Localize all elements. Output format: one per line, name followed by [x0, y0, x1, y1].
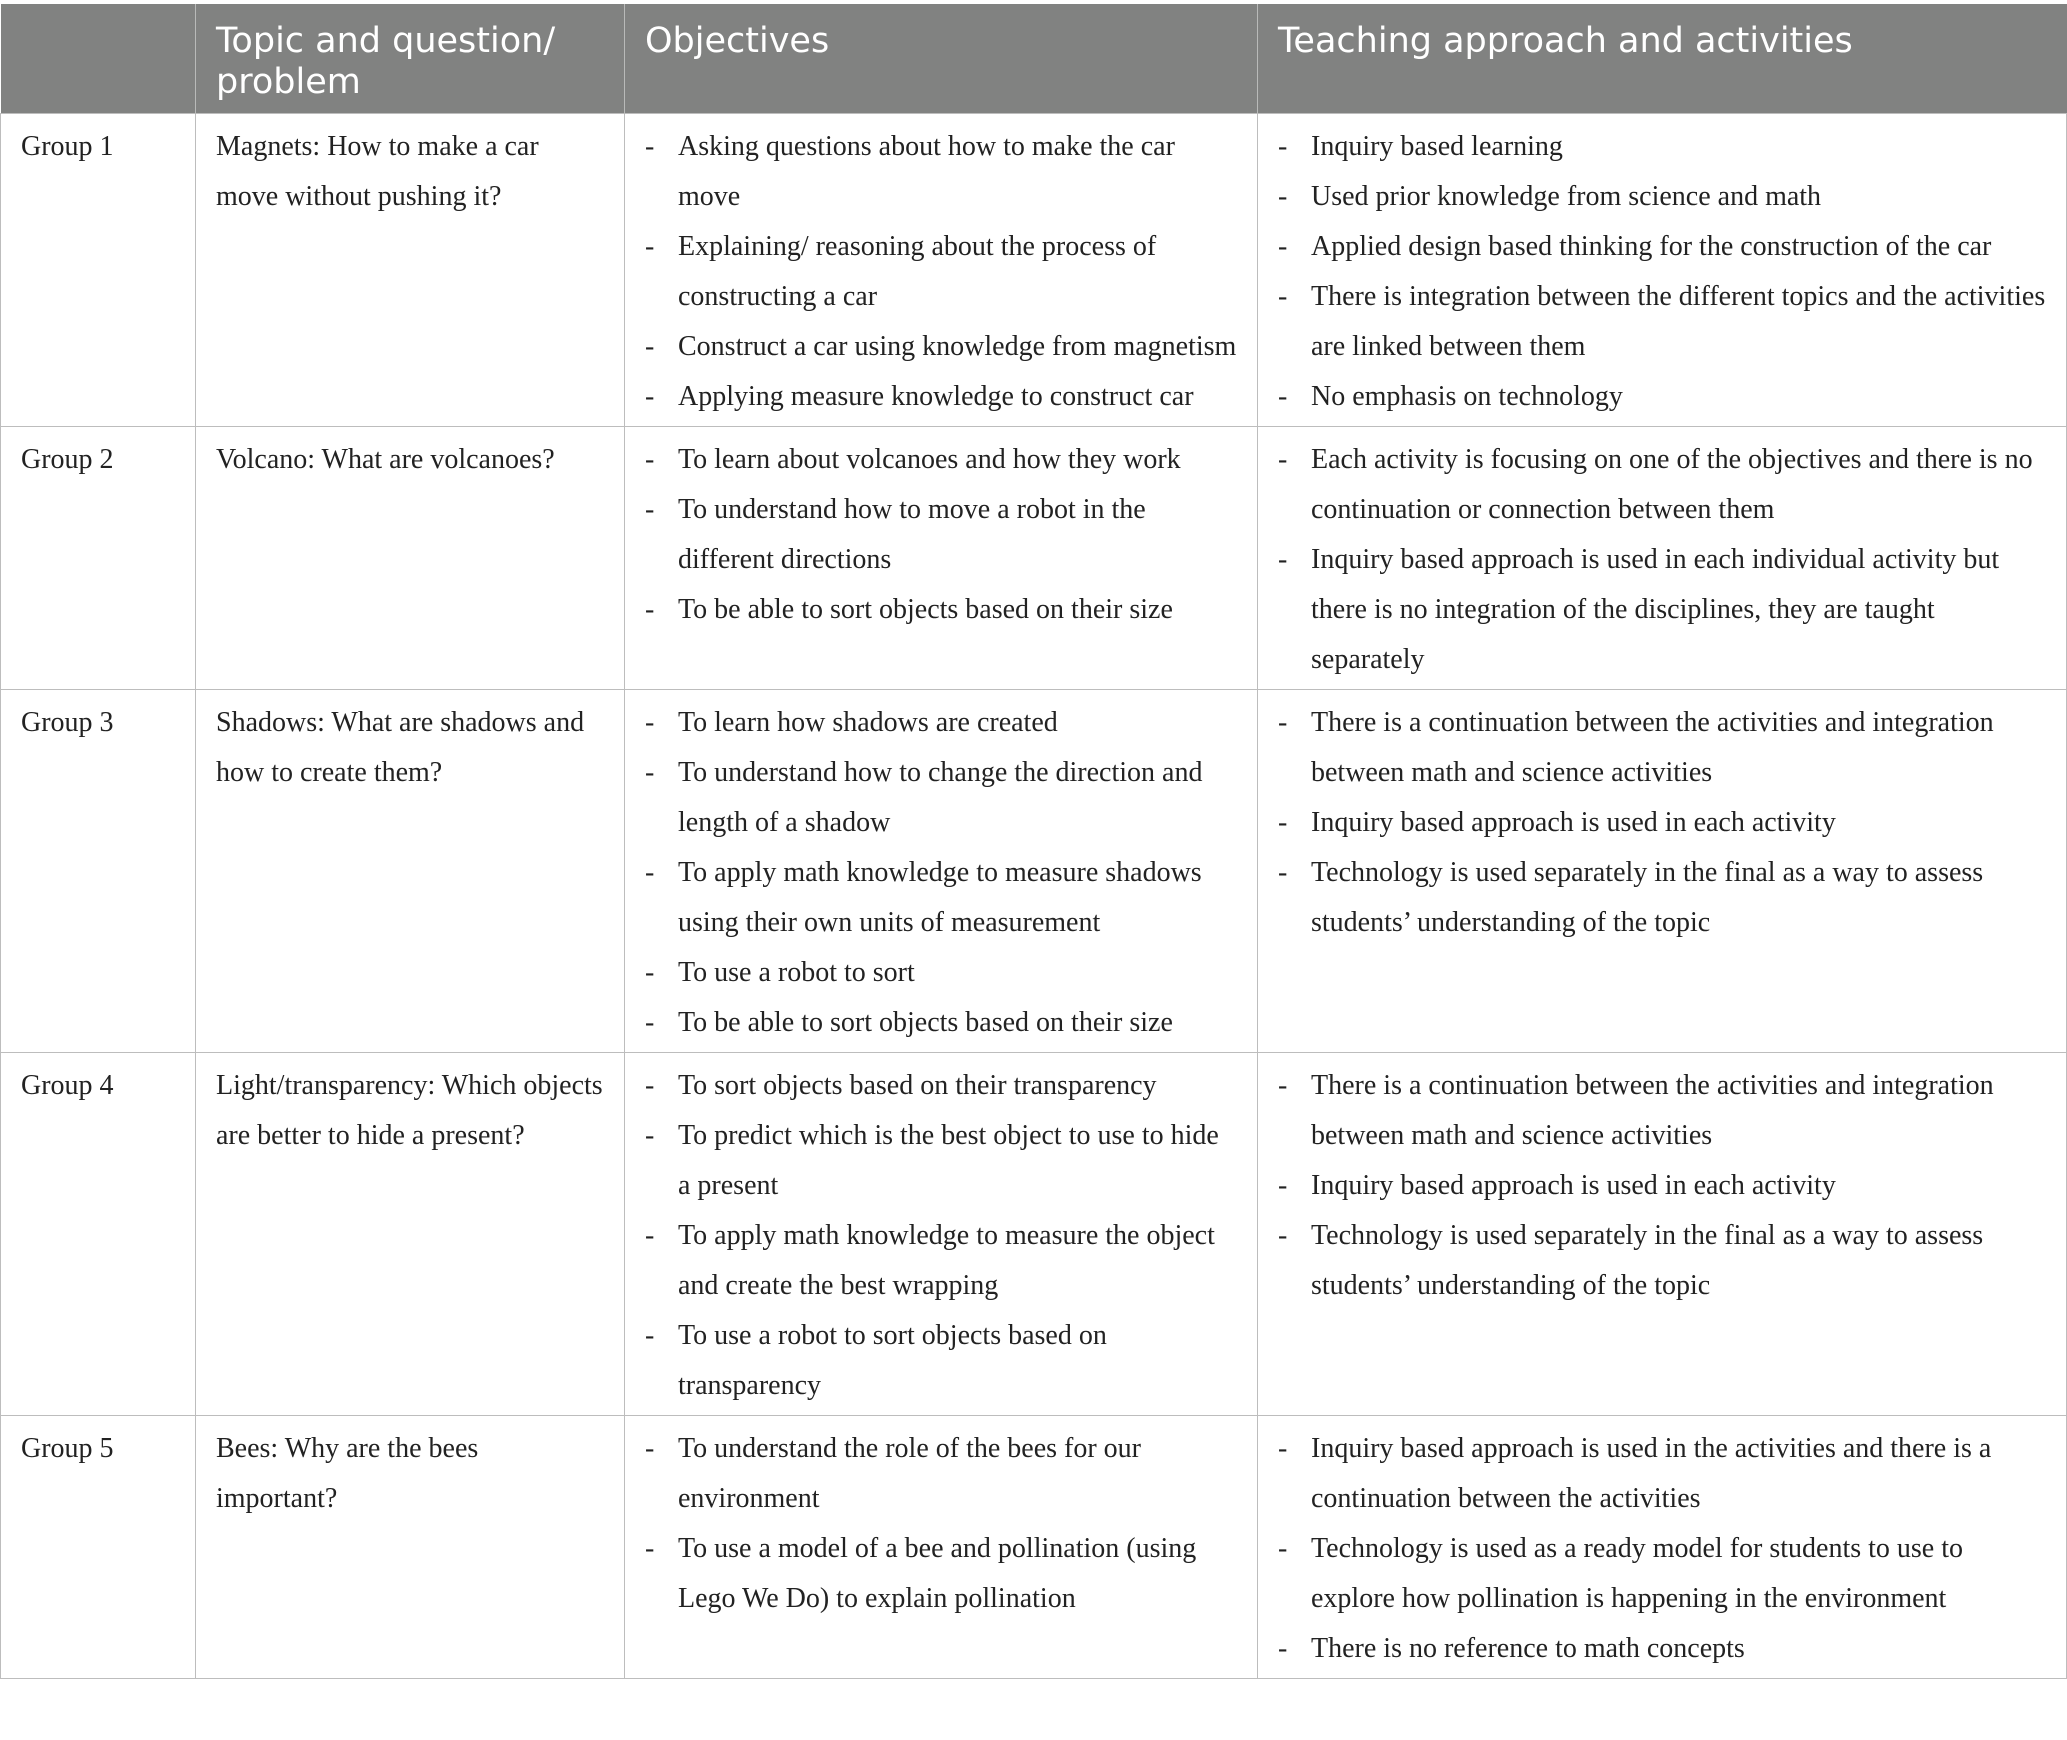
- list-item: - Applying measure knowledge to construct car: [645, 372, 1237, 422]
- list-item: - Inquiry based approach is used in each activity: [1278, 1161, 2046, 1211]
- list-item: - To use a robot to sort: [645, 948, 1237, 998]
- header-group: [1, 4, 196, 114]
- table-body: [1, 114, 2067, 1679]
- list-item: - To apply math knowledge to measure the object and create the best wrapping: [645, 1211, 1237, 1311]
- approach-cell: [1258, 427, 2067, 690]
- list-item: - To be able to sort objects based on their size: [645, 998, 1237, 1048]
- list-item: - Construct a car using knowledge from magnetism: [645, 322, 1237, 372]
- list-item: - No emphasis on technology: [1278, 372, 2046, 422]
- approach-cell: [1258, 690, 2067, 1053]
- table-row: [1, 114, 2067, 427]
- header-row: [1, 4, 2067, 114]
- list-item: - There is no reference to math concepts: [1278, 1624, 2046, 1674]
- topic-cell: Magnets: How to make a car move without pushing it?: [196, 114, 625, 427]
- list-item: - Asking questions about how to make the car move: [645, 122, 1237, 222]
- list-item: - There is a continuation between the activities and integration between math and science activities: [1278, 698, 2046, 798]
- group-label: Group 1: [1, 114, 196, 427]
- list-item: - To understand how to change the direction and length of a shadow: [645, 748, 1237, 848]
- table-row: [1, 690, 2067, 1053]
- topic-cell: Light/transparency: Which objects are better to hide a present?: [196, 1053, 625, 1416]
- objectives-list: [645, 1061, 1237, 1411]
- approach-list: [1278, 1424, 2046, 1674]
- list-item: - Explaining/ reasoning about the process of constructing a car: [645, 222, 1237, 322]
- topic-cell: Bees: Why are the bees important?: [196, 1416, 625, 1679]
- table-row: [1, 1053, 2067, 1416]
- group-label: Group 3: [1, 690, 196, 1053]
- table-header: [1, 4, 2067, 114]
- list-item: - Technology is used separately in the final as a way to assess students’ understanding of the topic: [1278, 1211, 2046, 1311]
- topic-cell: Shadows: What are shadows and how to create them?: [196, 690, 625, 1053]
- list-item: - To learn how shadows are created: [645, 698, 1237, 748]
- list-item: - To learn about volcanoes and how they work: [645, 435, 1237, 485]
- group-label: Group 2: [1, 427, 196, 690]
- list-item: - To use a robot to sort objects based on transparency: [645, 1311, 1237, 1411]
- objectives-cell: [625, 1416, 1258, 1679]
- list-item: - Inquiry based approach is used in each activity: [1278, 798, 2046, 848]
- table-row: [1, 1416, 2067, 1679]
- list-item: - To sort objects based on their transparency: [645, 1061, 1237, 1111]
- list-item: - Each activity is focusing on one of the objectives and there is no continuation or connection between them: [1278, 435, 2046, 535]
- approach-list: [1278, 122, 2046, 422]
- approach-cell: [1258, 1416, 2067, 1679]
- objectives-cell: [625, 1053, 1258, 1416]
- list-item: - Inquiry based learning: [1278, 122, 2046, 172]
- group-label: Group 5: [1, 1416, 196, 1679]
- topic-cell: Volcano: What are volcanoes?: [196, 427, 625, 690]
- comparison-table-container: [0, 4, 2066, 1679]
- list-item: - Applied design based thinking for the construction of the car: [1278, 222, 2046, 272]
- approach-list: [1278, 1061, 2046, 1311]
- list-item: - To apply math knowledge to measure shadows using their own units of measurement: [645, 848, 1237, 948]
- objectives-list: [645, 698, 1237, 1048]
- approach-list: [1278, 698, 2046, 948]
- list-item: - There is integration between the different topics and the activities are linked between them: [1278, 272, 2046, 372]
- objectives-list: [645, 122, 1237, 422]
- header-topic: Topic and question/ problem: [196, 4, 625, 114]
- objectives-cell: [625, 690, 1258, 1053]
- list-item: - To be able to sort objects based on their size: [645, 585, 1237, 635]
- list-item: - To use a model of a bee and pollination (using Lego We Do) to explain pollination: [645, 1524, 1237, 1624]
- objectives-cell: [625, 427, 1258, 690]
- list-item: - To understand the role of the bees for our environment: [645, 1424, 1237, 1524]
- objectives-cell: [625, 114, 1258, 427]
- header-approach: Teaching approach and activities: [1258, 4, 2067, 114]
- approach-cell: [1258, 1053, 2067, 1416]
- list-item: - Inquiry based approach is used in each individual activity but there is no integration of the disciplines, they are taught separately: [1278, 535, 2046, 685]
- approach-cell: [1258, 114, 2067, 427]
- objectives-list: [645, 435, 1237, 635]
- header-objectives: Objectives: [625, 4, 1258, 114]
- list-item: - Used prior knowledge from science and math: [1278, 172, 2046, 222]
- list-item: - Technology is used as a ready model for students to use to explore how pollination is happening in the environment: [1278, 1524, 2046, 1624]
- approach-list: [1278, 435, 2046, 685]
- comparison-table: [0, 4, 2067, 1679]
- objectives-list: [645, 1424, 1237, 1624]
- table-row: [1, 427, 2067, 690]
- list-item: - To predict which is the best object to use to hide a present: [645, 1111, 1237, 1211]
- list-item: - Inquiry based approach is used in the activities and there is a continuation between the activities: [1278, 1424, 2046, 1524]
- group-label: Group 4: [1, 1053, 196, 1416]
- list-item: - There is a continuation between the activities and integration between math and science activities: [1278, 1061, 2046, 1161]
- list-item: - To understand how to move a robot in the different directions: [645, 485, 1237, 585]
- list-item: - Technology is used separately in the final as a way to assess students’ understanding of the topic: [1278, 848, 2046, 948]
